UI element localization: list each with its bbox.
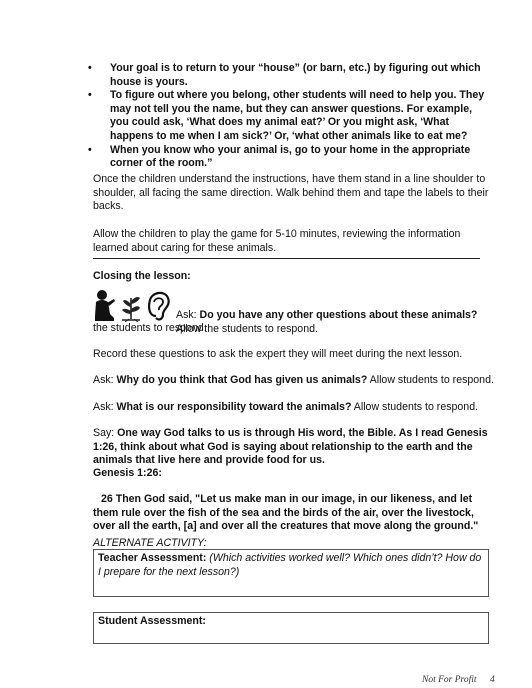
question-3-paragraph: Ask: What is our responsibility toward the animals? Allow students to respond. bbox=[93, 401, 479, 413]
teacher-assessment-label: Teacher Assessment: bbox=[98, 552, 207, 564]
bullet-item: • Your goal is to return to your “house” (or barn, etc.) by figuring out which house is yours. bbox=[88, 62, 488, 89]
question-1-line: Ask: Do you have any other questions about these animals? Allow the students to respond. bbox=[176, 309, 478, 335]
sprouting-plant-icon bbox=[122, 297, 140, 322]
bullet-item: • When you know who your animal is, go to your home in the appropriate corner of the room.” bbox=[88, 144, 488, 171]
teacher-assessment-box[interactable] bbox=[93, 549, 489, 597]
ear-icon bbox=[149, 293, 169, 320]
genesis-verse: 26 Then God said, "Let us make man in our image, in our likeness, and let them rule over the fish of the sea and the birds of the air, over the livestock, over all the earth, [a] and over all the creatures that move along the ground." bbox=[93, 493, 479, 533]
lesson-icons bbox=[93, 288, 173, 322]
section-divider bbox=[93, 258, 480, 259]
student-assessment-box[interactable] bbox=[93, 612, 489, 644]
student-assessment-label: Student Assessment: bbox=[98, 615, 206, 627]
teacher-assessment-prompt: (Which activities worked well? Which ones didn’t? How do I prepare for the next lesson?) bbox=[98, 552, 482, 578]
question-1-continuation: the students to respond. bbox=[93, 322, 207, 334]
footer-text: Not For Profit bbox=[422, 675, 477, 685]
praying-child-icon bbox=[95, 290, 115, 321]
page-number: 4 bbox=[490, 675, 495, 685]
line-up-paragraph: Once the children understand the instructions, have them stand in a line shoulder to shoulder, all facing the same direction. Walk behind them and tape the labels to their backs. bbox=[93, 173, 489, 213]
closing-heading: Closing the lesson: bbox=[93, 270, 191, 282]
bullet-item: • To figure out where you belong, other students will need to help you. They may not tell you the name, but they can answer questions. For example, you could ask, ‘What does my animal eat?’ Or you might ask, ‘What happens to me when I am sick?’ Or, ‘what other animals like to eat me? bbox=[88, 89, 488, 143]
question-2-paragraph: Ask: Why do you think that God has given us animals? Allow students to respond. bbox=[93, 374, 494, 386]
alternate-activity-label: ALTERNATE ACTIVITY: bbox=[93, 537, 207, 549]
instruction-bullets bbox=[88, 62, 488, 171]
play-paragraph: Allow the children to play the game for 5-10 minutes, reviewing the information learned about caring for these animals. bbox=[93, 228, 461, 254]
record-paragraph: Record these questions to ask the expert they will meet during the next lesson. bbox=[93, 348, 463, 360]
genesis-heading: Genesis 1:26: bbox=[93, 467, 162, 479]
say-paragraph: Say: One way God talks to us is through His word, the Bible. As I read Genesis 1:26, think about what God is saying about relationship to the earth and the animals that live here and provide food for us. bbox=[93, 427, 488, 467]
